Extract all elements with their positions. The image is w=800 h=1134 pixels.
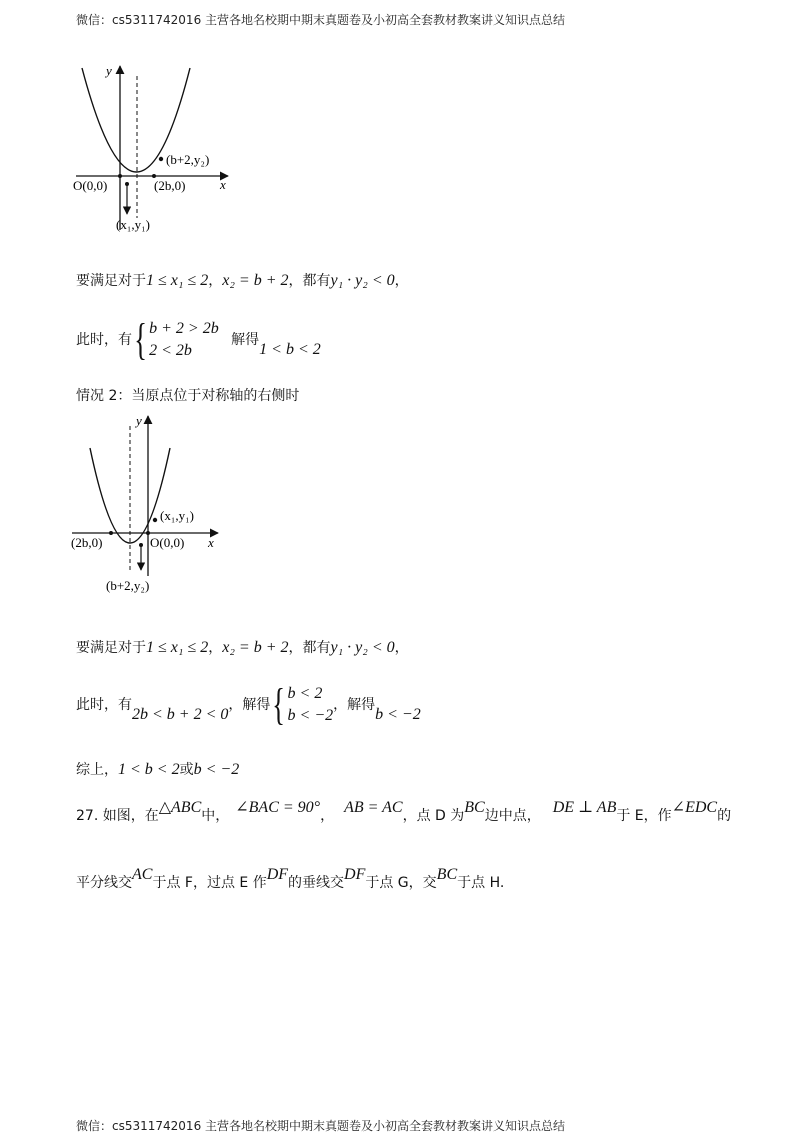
point-b-label: (b+2,y₂): [106, 578, 150, 593]
origin-label: O(0,0): [73, 178, 108, 193]
page-header: 微信：cs5311742016 主营各地名校期中期末真题卷及小初高全套教材教案讲义知识点总结: [76, 13, 566, 27]
point-b-label: (x₁,y₁): [116, 217, 150, 232]
point-2b: [109, 531, 113, 535]
point-b2y2: [139, 543, 143, 547]
point-b2y2: [159, 157, 163, 161]
y-label: y: [106, 63, 112, 78]
para-condition-1: 要满足对于1 ≤ x₁ ≤ 2，x₂ = b + 2，都有y₁ · y₂ < 0，: [76, 272, 409, 289]
point-a-label: (x₁,y₁): [160, 508, 194, 523]
para-system-1: 此时，有{ b + 2 > 2b 2 < 2b 解得1 < b < 2: [76, 315, 321, 364]
para-system-2: 此时，有2b < b + 2 < 0，解得{ b < 2 b < −2，解得b < −2: [76, 680, 421, 729]
x-label: x: [220, 177, 226, 192]
question-27-line-2: 平分线交AC于点 F，过点 E 作DF的垂线交DF于点 G，交BC于点 H.: [76, 866, 505, 891]
point-a-label: (b+2,y₂): [166, 152, 210, 167]
root-2b-label: (2b,0): [71, 535, 103, 550]
y-label: y: [136, 413, 142, 428]
point-origin: [118, 174, 122, 178]
point-x1y1: [125, 182, 129, 186]
page-footer: 微信：cs5311742016 主营各地名校期中期末真题卷及小初高全套教材教案讲义知识点总结: [76, 1119, 566, 1133]
x-label: x: [208, 535, 214, 550]
para-condition-2: 要满足对于1 ≤ x₁ ≤ 2，x₂ = b + 2，都有y₁ · y₂ < 0，: [76, 639, 409, 656]
root-2b-label: (2b,0): [154, 178, 186, 193]
parabola-graph-1: [68, 58, 268, 238]
case-2-title: 情况 2：当原点位于对称轴的右侧时: [76, 388, 300, 404]
origin-label: O(0,0): [150, 535, 185, 550]
point-x1y1: [153, 518, 157, 522]
question-27-line-1: 27. 如图，在△ABC中， ∠BAC = 90°， AB = AC，点 D 为BC边中点， DE ⊥ AB于 E，作∠EDC的: [76, 799, 732, 824]
summary-line: 综上，1 < b < 2或b < −2: [76, 761, 240, 778]
parabola-graph-2: [68, 408, 268, 598]
